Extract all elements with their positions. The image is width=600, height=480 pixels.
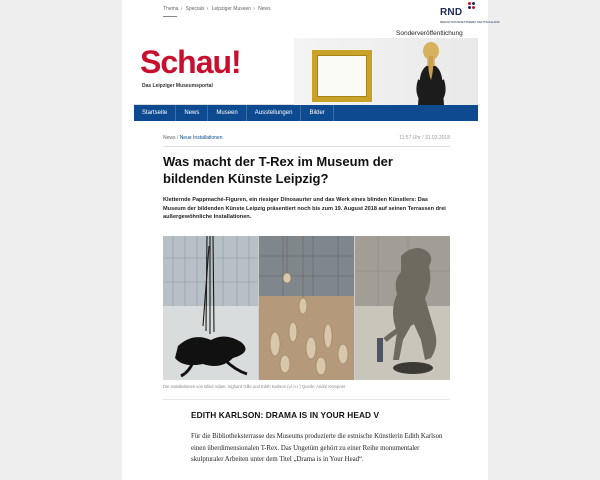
empty-picture-frame	[312, 50, 372, 102]
visitor-figure-illustration	[410, 40, 452, 105]
breadcrumb-top: Thema › Specials › Leipziger Museen › News	[163, 6, 271, 12]
installations-photo[interactable]	[163, 236, 450, 380]
site-logo[interactable]: Schau!	[140, 44, 241, 80]
article-lead: Kletternde Pappmaché-Figuren, ein riesiger Dinosaurier und das Werk eines blinden Künstlers: Das Museum der bildenden Künste Leipzig präsentiert noch bis zum 19. August 2018 auf seinen Terrassen drei außergewöhnliche Installationen.	[163, 197, 446, 220]
nav-item-startseite[interactable]: Startseite	[134, 105, 176, 121]
main-nav	[134, 105, 478, 121]
nav-item-ausstellungen[interactable]: Ausstellungen	[247, 105, 302, 121]
nav-item-news[interactable]: News	[176, 105, 208, 121]
breadcrumb-item-thema[interactable]: Thema	[163, 6, 179, 12]
meta-divider	[163, 146, 450, 147]
article-timestamp: 11:57 Uhr / 31.03.2018	[399, 135, 450, 141]
special-publication-note: Sonderveröffentlichung	[396, 30, 463, 37]
page	[122, 0, 500, 480]
nav-item-bilder[interactable]: Bilder	[301, 105, 333, 121]
photo-caption: Die Installationen von Blind Adam, Sighard Gille und Edith Karlson (v.l.n.r.) Quelle: André Kempner	[163, 384, 346, 389]
rnd-mark-icon	[468, 2, 476, 10]
breadcrumb-underline	[163, 16, 177, 17]
publisher-logo[interactable]	[440, 2, 500, 24]
article-category[interactable]: News	[163, 135, 176, 141]
breadcrumb-item-specials[interactable]: Specials	[185, 6, 205, 12]
caption-divider	[163, 399, 450, 400]
header-banner	[134, 28, 478, 105]
nav-item-museen[interactable]: Museen	[208, 105, 246, 121]
top-bar	[122, 0, 500, 28]
publisher-name: RND	[440, 7, 463, 18]
article-title: Was macht der T-Rex im Museum der bildenden Künste Leipzig?	[163, 154, 393, 186]
section-heading: EDITH KARLSON: DRAMA IS IN YOUR HEAD V	[191, 410, 380, 420]
article-subcategory[interactable]: Neue Installationen	[179, 135, 223, 141]
site-tagline: Das Leipziger Museumsportal	[142, 83, 213, 89]
article-body: Für die Bibliotheksterrasse des Museums produzierte die estnische Künstlerin Edith Karlson einen überdimensionalen T-Rex. Das Ungetüm gehört zu einer Reihe monumentaler skulpturaler Arbeiten unter dem Titel „Drama is in Your Head“.	[191, 433, 443, 463]
breadcrumb-item-museen[interactable]: Leipziger Museen	[211, 6, 252, 12]
article-meta: News / Neue Installationen 11:57 Uhr / 31.03.2018	[163, 135, 450, 141]
publisher-subline: REDAKTIONSNETZWERK DEUTSCHLAND	[440, 20, 500, 24]
breadcrumb-item-news[interactable]: News	[258, 6, 271, 12]
